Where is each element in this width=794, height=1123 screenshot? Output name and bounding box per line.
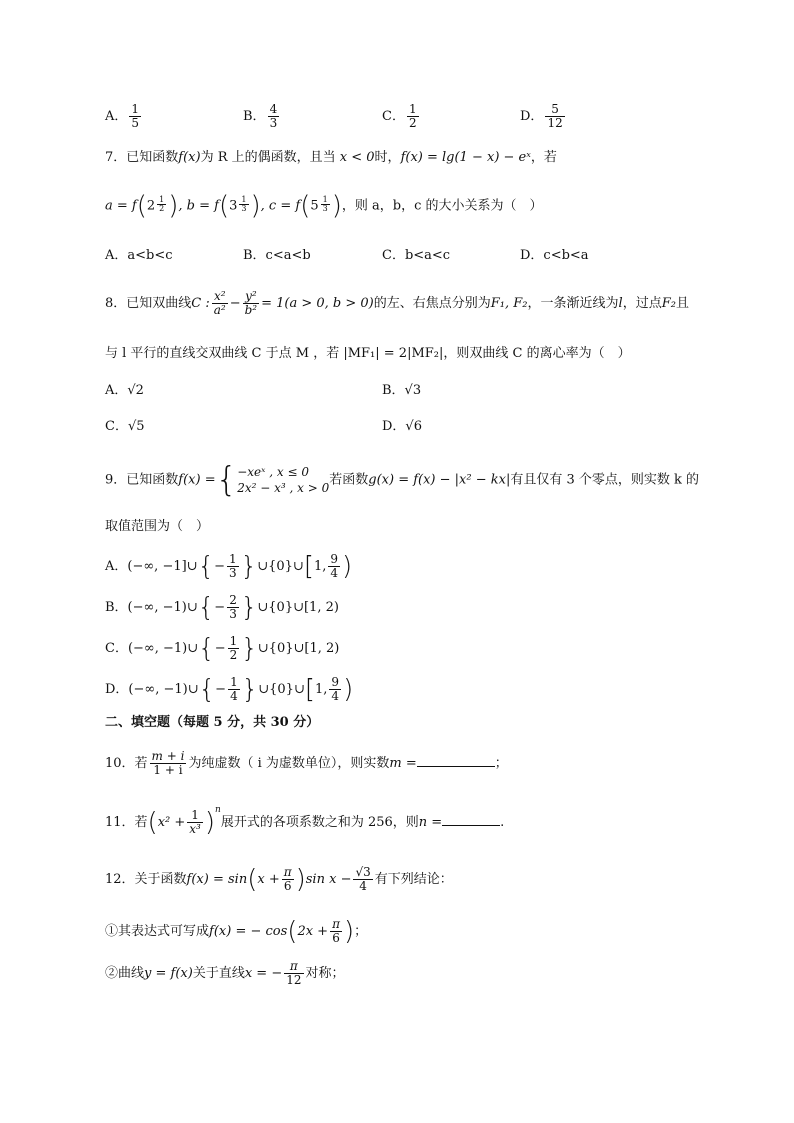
math: F₁, F₂ — [490, 296, 528, 311]
text: ，若 — [530, 150, 557, 165]
denominator: 3 — [322, 204, 328, 213]
text: ； — [354, 924, 368, 939]
option-letter: B． — [243, 109, 266, 124]
q8-stem-line2: 与 l 平行的直线交双曲线 C 于点 M ，若 |MF₁| = 2|MF₂|，则双曲线 C 的离心率为（ ） — [105, 346, 631, 361]
text: 时， — [374, 150, 401, 165]
text: 其表达式可写成 — [118, 924, 210, 939]
text: . — [500, 815, 505, 830]
exponent-fraction — [321, 196, 330, 213]
math: = 1(a > 0, b > 0) — [261, 296, 374, 311]
denominator: 5 — [131, 116, 140, 130]
text: ，过点 — [622, 296, 662, 311]
fraction — [268, 103, 280, 130]
math: C : — [191, 296, 210, 311]
option-letter: A． — [105, 109, 128, 124]
numerator: 4 — [269, 102, 278, 116]
math: x = − — [244, 966, 283, 981]
denominator: 3 — [269, 116, 278, 130]
text: 曲线 — [118, 966, 145, 981]
text: − — [214, 641, 226, 656]
denominator: 3 — [229, 566, 237, 580]
q6-option-d — [520, 103, 567, 130]
text: ∪{0}∪ — [258, 682, 305, 697]
denominator: 2 — [229, 648, 238, 662]
math: g(x) = f(x) − |x² − kx| — [368, 472, 511, 488]
denominator: 2 — [408, 116, 417, 130]
piecewise-cases — [237, 464, 329, 496]
numerator: 1 — [131, 102, 140, 116]
q11-stem: 11．若(x² + $\frac{1}{\text{x³}}$ )$^n$展开式的各项系数之和为 256，则n = . — [105, 805, 505, 838]
q7-option-c: C．b<a<c — [382, 248, 451, 263]
numerator: 1 — [229, 634, 238, 648]
denominator: a² — [213, 303, 226, 317]
numerator: 1 — [408, 102, 417, 116]
numerator: 1 — [187, 809, 203, 823]
fraction — [227, 594, 239, 621]
text: ∪{0}∪[1, 2) — [257, 600, 339, 615]
denominator: b² — [244, 303, 258, 317]
q10-stem — [105, 750, 508, 777]
numerator: 5 — [545, 103, 564, 117]
math: 2 — [146, 198, 156, 214]
math: f(x) = lg(1 − x) − eˣ — [400, 150, 531, 165]
math: l — [618, 296, 623, 311]
text: A．(−∞, −1]∪ — [105, 559, 198, 574]
q8-option-d: D．√6 — [382, 419, 422, 434]
text: C．(−∞, −1)∪ — [105, 641, 199, 656]
q7-option-d: D．c<b<a — [520, 248, 589, 263]
text: 关于直线 — [192, 966, 245, 981]
text: 1, — [313, 559, 327, 574]
fraction — [243, 290, 260, 317]
denominator: 12 — [286, 973, 302, 987]
text: ∪{0}∪[1, 2) — [257, 641, 340, 656]
q6-option-a — [105, 103, 143, 130]
exponent: n — [215, 805, 221, 815]
text: 对称； — [305, 966, 345, 981]
fraction — [228, 676, 240, 703]
denominator: 4 — [330, 566, 339, 580]
text: − — [214, 559, 226, 574]
fraction — [329, 676, 341, 703]
text: 的左、右焦点分别为 — [373, 296, 491, 311]
q9-stem-line1: 9．已知函数f(x) ={ −xeˣ , x ≤ 0 2x² − x³ , x > 0 若函数g(x) = f(x) − |x² − kx|有且仅有 3 个零点，则实数 k 的 — [105, 460, 700, 500]
math: x² + — [157, 815, 186, 830]
text: − — [215, 682, 227, 697]
exponent-fraction — [239, 196, 248, 213]
numerator: π — [283, 865, 292, 879]
text: 有且仅有 3 个零点，则实数 k 的 — [510, 472, 700, 488]
q7-option-b: B．c<a<b — [243, 248, 311, 263]
math: x < 0 — [339, 150, 375, 165]
text: 7．已知函数 — [105, 150, 179, 165]
exponent-fraction — [157, 196, 166, 213]
numerator: 9 — [331, 675, 340, 689]
math: 2x + — [297, 924, 329, 939]
text: 为 R 上的偶函数，且当 — [200, 150, 336, 165]
q7-stem-line2: a = f(2 $\frac{1}{2}$ ), b = f(3 $\frac{1}{3}$ ), c = f(5 $\frac{1}{3}$ )，则 a，b，c 的大小关系为（ ） — [105, 191, 543, 221]
denominator: 12 — [547, 116, 563, 130]
math: , c = f — [260, 198, 301, 214]
text: − — [214, 600, 226, 615]
denominator: x³ — [189, 822, 201, 836]
denominator: 3 — [229, 607, 237, 621]
fraction — [407, 103, 419, 130]
math: y = f(x) — [144, 966, 193, 981]
denominator: 4 — [331, 689, 340, 703]
answer-blank[interactable] — [442, 813, 500, 826]
math: m = — [389, 756, 417, 771]
math: f(x) = sin — [186, 872, 248, 887]
math: 3 — [229, 198, 238, 214]
q12-conclusion-1: ①其表达式可写成f(x) = − cos(2x + $\frac{\pi}{6}$ )； — [105, 916, 368, 947]
math: f(x) = — [178, 472, 216, 488]
denominator: 4 — [359, 879, 367, 893]
text: ∪{0}∪ — [257, 559, 304, 574]
numerator: √3 — [355, 865, 371, 879]
numerator: m + i — [151, 749, 185, 763]
q9-option-b: B．(−∞, −1)∪{− $\frac{2}{3}$ }∪{0}∪[1, 2) — [105, 592, 339, 623]
text: 1, — [315, 682, 328, 697]
text: 为纯虚数（ i 为虚数单位），则实数 — [188, 756, 390, 771]
q8-stem-line1: 8．已知双曲线C : $\frac{\text{x²}}{\text{a²}}$ − $\frac{\text{y²}}{\text{b²}}$ = 1(a > 0, b > 0)的左、右焦点分别为F₁, F₂，一条渐近线为l，过点F₂且 — [105, 289, 689, 317]
numerator: y² — [243, 290, 260, 304]
q9-option-d: D．(−∞, −1)∪{− $\frac{1}{4}$ }∪{0}∪[1, $\frac{9}{4}$ ) — [105, 674, 354, 705]
math: sin x − — [305, 872, 352, 887]
math: f(x) = − cos — [209, 924, 288, 939]
case: 2x² − x³ , x > 0 — [237, 481, 330, 495]
fraction — [353, 866, 372, 893]
denominator: 6 — [332, 931, 340, 945]
math: , b = f — [178, 198, 219, 214]
circled-number: ② — [105, 966, 119, 981]
fraction — [187, 809, 203, 836]
fraction — [282, 866, 294, 893]
text: 展开式的各项系数之和为 256，则 — [220, 815, 419, 830]
math: 5 — [310, 198, 319, 214]
q6-option-c — [382, 103, 421, 130]
option-letter: C． — [382, 109, 405, 124]
numerator: π — [284, 960, 303, 974]
math: f(x) — [178, 150, 201, 165]
numerator: 1 — [241, 195, 247, 204]
text: ，一条渐近线为 — [527, 296, 619, 311]
denominator: 2 — [159, 204, 165, 213]
circled-number: ① — [105, 924, 119, 939]
text: 11．若 — [105, 815, 148, 830]
text: 8．已知双曲线 — [105, 296, 192, 311]
math: a = f — [105, 198, 137, 214]
fraction — [545, 103, 564, 130]
fraction — [228, 635, 240, 662]
numerator: 2 — [229, 593, 237, 607]
section-heading-fill-blank: 二、填空题（每题 5 分，共 30 分） — [105, 715, 320, 730]
denominator: 4 — [230, 689, 238, 703]
text: B．(−∞, −1)∪ — [105, 600, 198, 615]
text: ，则 a，b，c 的大小关系为（ ） — [341, 198, 543, 214]
math: x + — [257, 872, 280, 887]
q8-option-b: B．√3 — [382, 383, 422, 398]
fraction — [284, 960, 303, 987]
q7-stem-line1 — [105, 148, 557, 168]
text: 12．关于函数 — [105, 872, 187, 887]
text: ； — [494, 756, 508, 771]
fraction — [227, 553, 239, 580]
fraction — [212, 290, 228, 317]
q8-option-a: A．√2 — [105, 383, 144, 398]
q8-option-c: C．√5 — [105, 419, 145, 434]
numerator: 9 — [330, 552, 339, 566]
numerator: 1 — [229, 552, 237, 566]
q12-conclusion-2 — [105, 960, 345, 987]
numerator: x² — [212, 290, 228, 304]
text: 若函数 — [329, 472, 369, 488]
math: n = — [418, 815, 443, 830]
denominator: 3 — [241, 204, 247, 213]
text: D．(−∞, −1)∪ — [105, 682, 199, 697]
math: F₂ — [661, 296, 676, 311]
case: −xeˣ , x ≤ 0 — [237, 465, 309, 479]
q9-option-a: A．(−∞, −1]∪{− $\frac{1}{3}$ }∪{0}∪[1, $\frac{9}{4}$ ) — [105, 551, 353, 582]
text: 有下列结论： — [374, 872, 453, 887]
text: 9．已知函数 — [105, 472, 179, 488]
fraction — [129, 103, 141, 130]
q9-option-c: C．(−∞, −1)∪{− $\frac{1}{2}$ }∪{0}∪[1, 2) — [105, 633, 340, 664]
denominator: 1 + i — [153, 763, 183, 777]
q7-option-a: A．a<b<c — [105, 248, 173, 263]
q6-option-b — [243, 103, 281, 130]
numerator: π — [332, 917, 340, 931]
q12-stem: 12．关于函数f(x) = sin(x + $\frac{\pi}{6}$ )sin x − $\frac{√3}{4}$ 有下列结论： — [105, 864, 453, 895]
numerator: 1 — [159, 195, 165, 204]
numerator: 1 — [230, 675, 238, 689]
numerator: 1 — [322, 195, 328, 204]
text: 且 — [675, 296, 689, 311]
fraction — [330, 918, 342, 945]
answer-blank[interactable] — [417, 754, 495, 767]
fraction — [328, 553, 340, 580]
fraction — [150, 750, 187, 777]
q9-stem-line2: 取值范围为（ ） — [105, 519, 210, 534]
denominator: 6 — [283, 879, 292, 893]
option-letter: D． — [520, 109, 544, 124]
text: 10．若 — [105, 756, 148, 771]
